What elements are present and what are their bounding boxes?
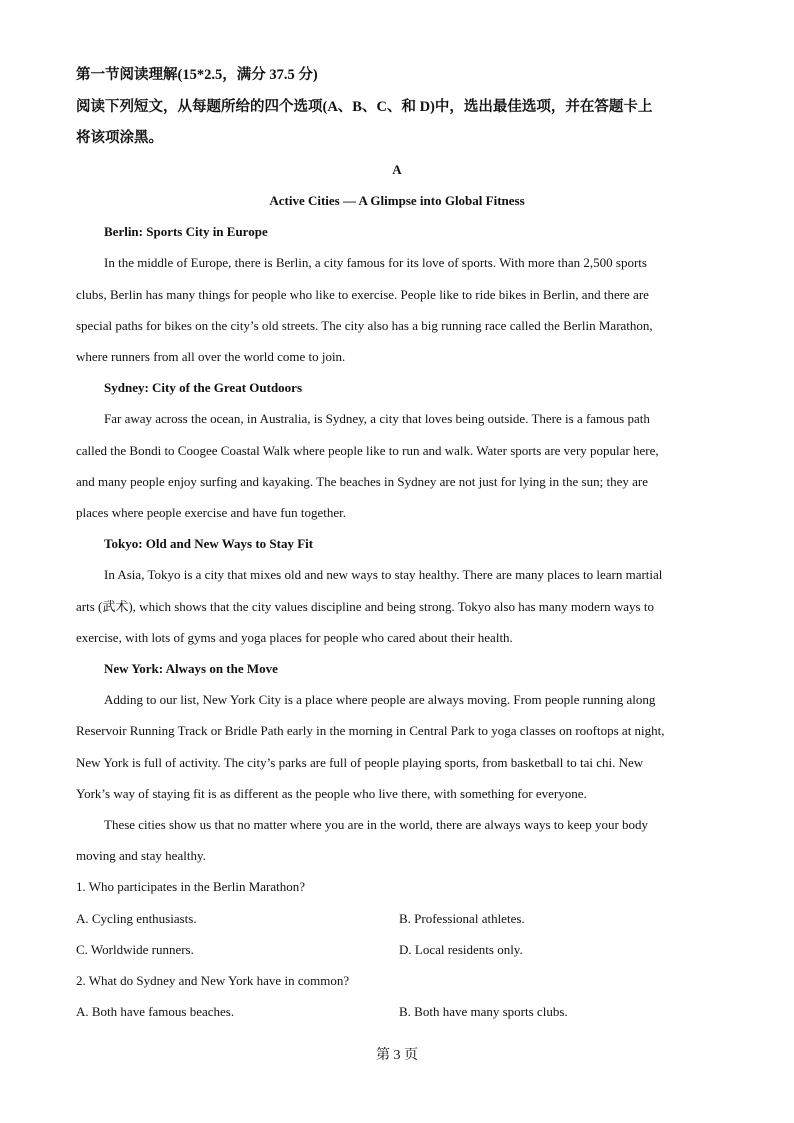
answer-option: C. Worldwide runners. <box>76 942 194 957</box>
newyork-line: Adding to our list, New York City is a place where people are always moving. From people running along <box>104 692 656 707</box>
question-stem: 1. Who participates in the Berlin Marathon? <box>76 879 305 894</box>
instruction-line-1: 阅读下列短文，从每题所给的四个选项(A、B、C、和 D)中，选出最佳选项，并在答题卡上 <box>76 99 653 115</box>
tokyo-line: arts (武术), which shows that the city values discipline and being strong. Tokyo also has many modern ways to <box>76 599 654 614</box>
instruction-line-2: 将该项涂黑。 <box>76 130 163 146</box>
berlin-line: where runners from all over the world come to join. <box>76 349 346 364</box>
tokyo-heading: Tokyo: Old and New Ways to Stay Fit <box>104 536 314 551</box>
newyork-line: York’s way of staying fit is as different as the people who live there, with something for everyone. <box>76 786 587 801</box>
sydney-heading: Sydney: City of the Great Outdoors <box>104 380 303 395</box>
passage-title: Active Cities — A Glimpse into Global Fitness <box>269 193 525 208</box>
berlin-heading: Berlin: Sports City in Europe <box>104 224 268 239</box>
sydney-line: called the Bondi to Coogee Coastal Walk where people like to run and walk. Water sports are very popular here, <box>76 443 659 458</box>
answer-option: B. Both have many sports clubs. <box>399 1004 568 1019</box>
newyork-heading: New York: Always on the Move <box>104 661 278 676</box>
answer-option: B. Professional athletes. <box>399 911 525 926</box>
newyork-line: New York is full of activity. The city’s parks are full of people playing sports, from basketball to tai chi. New <box>76 755 644 770</box>
berlin-line: clubs, Berlin has many things for people who like to exercise. People like to ride bikes in Berlin, and there are <box>76 287 649 302</box>
answer-option: A. Both have famous beaches. <box>76 1004 235 1019</box>
sydney-line: Far away across the ocean, in Australia, is Sydney, a city that loves being outside. There is a famous path <box>104 411 650 426</box>
question-stem: 2. What do Sydney and New York have in common? <box>76 973 350 988</box>
sydney-line: places where people exercise and have fun together. <box>76 505 346 520</box>
answer-option: D. Local residents only. <box>399 942 523 957</box>
conclusion-line: moving and stay healthy. <box>76 848 206 863</box>
newyork-line: Reservoir Running Track or Bridle Path early in the morning in Central Park to yoga classes on rooftops at night, <box>76 723 665 738</box>
conclusion-line: These cities show us that no matter where you are in the world, there are always ways to keep your body <box>104 817 649 832</box>
section-heading: 第一节阅读理解(15*2.5，满分 37.5 分) <box>76 67 318 83</box>
page-number: 第 3 页 <box>376 1048 418 1063</box>
berlin-line: In the middle of Europe, there is Berlin, a city famous for its love of sports. With more than 2,500 sports <box>104 255 647 270</box>
berlin-line: special paths for bikes on the city’s old streets. The city also has a big running race called the Berlin Marathon, <box>76 318 653 333</box>
sydney-line: and many people enjoy surfing and kayaking. The beaches in Sydney are not just for lying in the sun; they are <box>76 474 648 489</box>
answer-option: A. Cycling enthusiasts. <box>76 911 197 926</box>
tokyo-line: exercise, with lots of gyms and yoga places for people who cared about their health. <box>76 630 513 645</box>
tokyo-line: In Asia, Tokyo is a city that mixes old and new ways to stay healthy. There are many places to learn martial <box>104 567 663 582</box>
passage-label: A <box>392 162 402 177</box>
